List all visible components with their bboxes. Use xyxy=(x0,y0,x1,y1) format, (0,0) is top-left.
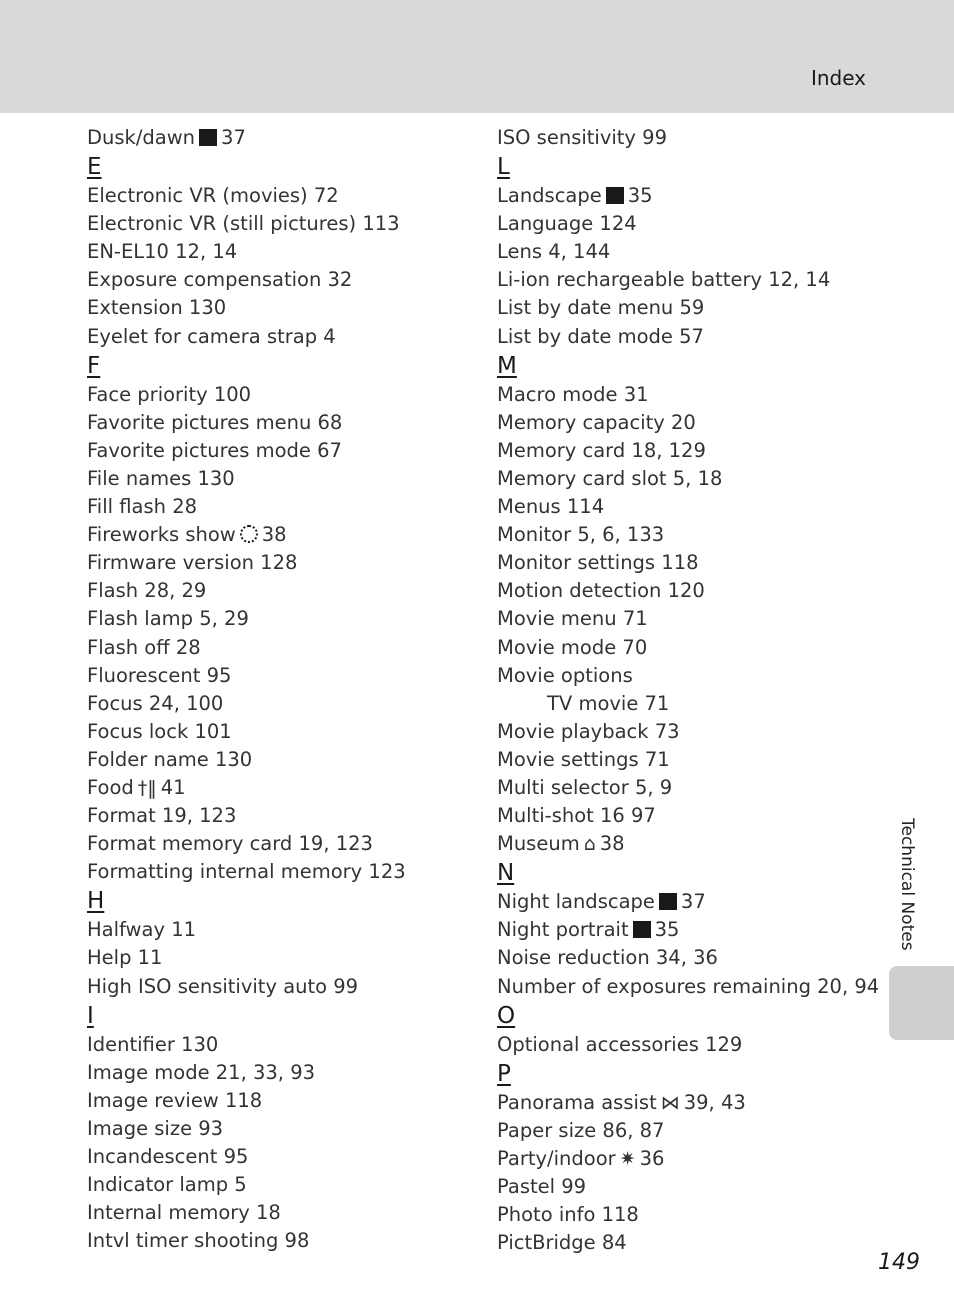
index-entry xyxy=(497,493,877,521)
entry-text: High ISO sensitivity auto 99 xyxy=(87,974,359,998)
entry-text: Movie playback 73 xyxy=(497,719,680,743)
index-entry xyxy=(87,662,487,690)
entry-text: Flash lamp 5, 29 xyxy=(87,607,249,631)
index-entry xyxy=(87,409,487,437)
entry-page-ref: 38 xyxy=(261,523,287,547)
index-entry xyxy=(87,746,487,774)
page-number: 149 xyxy=(878,1250,920,1275)
index-letter-heading: I xyxy=(87,1002,94,1029)
entry-text: Night landscape xyxy=(497,890,655,914)
index-entry xyxy=(87,802,487,830)
entry-text: Focus lock 101 xyxy=(87,719,232,743)
index-entry xyxy=(497,294,877,322)
index-entry xyxy=(497,830,877,858)
index-subentry xyxy=(497,690,877,718)
entry-text: Fill flash 28 xyxy=(87,495,198,519)
index-letter-heading: E xyxy=(87,154,102,181)
entry-text: Food xyxy=(87,775,134,799)
index-entry xyxy=(87,916,487,944)
entry-page-ref: 35 xyxy=(627,184,653,208)
index-entry xyxy=(497,1201,877,1229)
entry-page-ref: 37 xyxy=(221,126,246,149)
index-entry xyxy=(87,577,487,605)
entry-text: Identifier 130 xyxy=(87,1032,219,1056)
index-entry xyxy=(497,1089,877,1117)
entry-text: EN-EL10 12, 14 xyxy=(87,240,238,264)
entry-text: Party/indoor xyxy=(497,1146,616,1170)
entry-text: Photo info 118 xyxy=(497,1203,639,1227)
entry-text: Paper size 86, 87 xyxy=(497,1118,665,1142)
entry-text: Format memory card 19, 123 xyxy=(87,832,373,856)
index-column-left xyxy=(87,124,487,1255)
index-entry xyxy=(87,1031,487,1059)
index-column-right xyxy=(497,124,880,1257)
index-entry xyxy=(87,1115,487,1143)
entry-text: Internal memory 18 xyxy=(87,1201,281,1225)
index-entry xyxy=(87,858,487,886)
entry-text: Monitor settings 118 xyxy=(497,551,699,575)
side-tab xyxy=(889,966,954,1040)
index-entry xyxy=(497,634,877,662)
entry-text: Electronic VR (still pictures) 113 xyxy=(87,212,400,236)
index-entry xyxy=(87,465,487,493)
entry-page-ref: 35 xyxy=(654,918,680,942)
entry-text: Movie options xyxy=(497,663,633,687)
index-entry xyxy=(497,888,877,916)
page-header xyxy=(0,0,954,113)
index-entry xyxy=(497,605,877,633)
entry-text: TV movie 71 xyxy=(547,691,670,715)
dusk-icon xyxy=(199,129,217,146)
entry-text: Li-ion rechargeable battery 12, 14 xyxy=(497,268,831,292)
entry-text: Landscape xyxy=(497,184,602,208)
index-entry xyxy=(497,774,877,802)
index-entry xyxy=(497,549,877,577)
entry-text: Image review 118 xyxy=(87,1088,263,1112)
index-entry xyxy=(87,549,487,577)
entry-text: Image mode 21, 33, 93 xyxy=(87,1060,316,1084)
index-entry xyxy=(87,521,487,549)
entry-text: Exposure compensation 32 xyxy=(87,268,353,292)
entry-text: Night portrait xyxy=(497,918,629,942)
entry-text: Format 19, 123 xyxy=(87,804,237,828)
index-letter-heading: F xyxy=(87,352,101,379)
entry-text: Movie settings 71 xyxy=(497,747,670,771)
entry-text: Folder name 130 xyxy=(87,747,253,771)
index-entry xyxy=(87,718,487,746)
index-letter-heading: M xyxy=(497,352,517,379)
entry-text: Favorite pictures menu 68 xyxy=(87,410,343,434)
index-entry xyxy=(497,662,877,690)
index-letter-heading: H xyxy=(87,888,105,915)
index-letter-heading: O xyxy=(497,1002,516,1029)
landscape-icon xyxy=(606,187,624,204)
index-entry xyxy=(87,830,487,858)
entry-page-ref: 41 xyxy=(160,775,186,799)
index-entry xyxy=(497,944,877,972)
entry-text: Fluorescent 95 xyxy=(87,663,232,687)
index-entry xyxy=(87,381,487,409)
index-letter-heading: N xyxy=(497,860,515,887)
entry-text: Face priority 100 xyxy=(87,382,252,406)
index-entry xyxy=(497,124,877,152)
index-entry xyxy=(87,323,487,351)
index-entry xyxy=(87,774,487,802)
entry-text: Memory capacity 20 xyxy=(497,410,696,434)
entry-text: List by date mode 57 xyxy=(497,324,704,348)
index-entry xyxy=(87,493,487,521)
entry-text: Language 124 xyxy=(497,212,637,236)
night-portrait-icon xyxy=(633,921,651,938)
entry-text: Dusk/dawn xyxy=(87,126,196,149)
entry-page-ref: 39, 43 xyxy=(683,1090,746,1114)
index-entry xyxy=(87,266,487,294)
index-entry xyxy=(497,1117,877,1145)
entry-text: Motion detection 120 xyxy=(497,579,705,603)
index-entry xyxy=(87,437,487,465)
entry-text: Panorama assist xyxy=(497,1090,657,1114)
entry-text: Extension 130 xyxy=(87,296,227,320)
entry-text: Multi-shot 16 97 xyxy=(497,804,656,828)
entry-text: Focus 24, 100 xyxy=(87,691,224,715)
entry-text: Eyelet for camera strap 4 xyxy=(87,324,336,348)
panorama-icon: ⋈ xyxy=(660,1091,680,1114)
index-entry xyxy=(497,1173,877,1201)
entry-text: ISO sensitivity 99 xyxy=(497,126,667,149)
index-entry xyxy=(87,210,487,238)
entry-text: Fireworks show xyxy=(87,523,236,547)
museum-icon: ⌂ xyxy=(583,833,596,856)
index-entry xyxy=(87,605,487,633)
index-entry xyxy=(497,718,877,746)
entry-text: Flash 28, 29 xyxy=(87,579,207,603)
index-entry xyxy=(87,944,487,972)
entry-text: Monitor 5, 6, 133 xyxy=(497,523,665,547)
entry-text: Favorite pictures mode 67 xyxy=(87,438,342,462)
entry-text: Noise reduction 34, 36 xyxy=(497,946,718,970)
entry-text: Firmware version 128 xyxy=(87,551,298,575)
entry-text: Lens 4, 144 xyxy=(497,240,611,264)
index-entry xyxy=(87,294,487,322)
entry-text: Pastel 99 xyxy=(497,1175,587,1198)
entry-text: Optional accessories 129 xyxy=(497,1032,743,1056)
index-entry xyxy=(497,577,877,605)
entry-text: Electronic VR (movies) 72 xyxy=(87,184,339,208)
index-entry xyxy=(87,182,487,210)
entry-text: Number of exposures remaining 20, 94 xyxy=(497,974,880,998)
entry-text: Indicator lamp 5 xyxy=(87,1173,247,1197)
entry-page-ref: 36 xyxy=(639,1146,665,1170)
section-title: Index xyxy=(810,66,866,90)
entry-text: Memory card slot 5, 18 xyxy=(497,466,723,490)
index-entry xyxy=(87,1227,487,1255)
entry-text: Formatting internal memory 123 xyxy=(87,860,406,884)
entry-text: Memory card 18, 129 xyxy=(497,438,706,462)
index-entry xyxy=(87,634,487,662)
index-entry xyxy=(497,916,877,944)
index-entry xyxy=(497,465,877,493)
entry-text: Movie mode 70 xyxy=(497,635,648,659)
index-entry xyxy=(497,323,877,351)
entry-text: Intvl timer shooting 98 xyxy=(87,1229,310,1253)
entry-text: List by date menu 59 xyxy=(497,296,705,320)
index-entry xyxy=(497,802,877,830)
index-entry xyxy=(497,521,877,549)
party-icon: ✷ xyxy=(619,1147,636,1170)
entry-page-ref: 37 xyxy=(680,890,706,914)
night-landscape-icon xyxy=(659,893,677,910)
index-entry xyxy=(497,973,880,1001)
index-entry xyxy=(87,1059,487,1087)
index-letter-heading: P xyxy=(497,1060,511,1087)
entry-text: Halfway 11 xyxy=(87,918,197,942)
entry-text: Multi selector 5, 9 xyxy=(497,775,673,799)
fireworks-icon xyxy=(240,525,258,543)
entry-text: Incandescent 95 xyxy=(87,1145,249,1168)
index-entry xyxy=(497,1229,877,1257)
entry-text: Museum xyxy=(497,832,580,856)
index-entry xyxy=(497,266,877,294)
index-entry xyxy=(87,1087,487,1115)
index-entry xyxy=(497,437,877,465)
entry-text: Flash off 28 xyxy=(87,635,201,659)
index-entry xyxy=(87,124,487,152)
index-entry xyxy=(497,409,877,437)
index-entry xyxy=(87,973,487,1001)
entry-text: Menus 114 xyxy=(497,495,605,519)
index-letter-heading: L xyxy=(497,154,510,181)
entry-text: Movie menu 71 xyxy=(497,607,648,631)
entry-text: PictBridge 84 xyxy=(497,1231,627,1255)
index-entry xyxy=(497,210,877,238)
entry-text: Image size 93 xyxy=(87,1116,224,1140)
food-icon: †‖ xyxy=(137,776,157,799)
entry-text: Macro mode 31 xyxy=(497,382,649,406)
index-entry xyxy=(497,381,877,409)
index-entry xyxy=(497,238,877,266)
side-tab-label: Technical Notes xyxy=(897,818,917,951)
index-entry xyxy=(87,690,487,718)
entry-text: File names 130 xyxy=(87,466,235,490)
index-entry xyxy=(497,182,877,210)
index-entry xyxy=(497,1145,877,1173)
index-entry xyxy=(497,746,877,774)
index-entry xyxy=(87,1199,487,1227)
entry-page-ref: 38 xyxy=(599,832,625,856)
index-entry xyxy=(87,238,487,266)
index-entry xyxy=(497,1031,877,1059)
index-entry xyxy=(87,1171,487,1199)
index-entry xyxy=(87,1143,487,1171)
entry-text: Help 11 xyxy=(87,946,163,970)
